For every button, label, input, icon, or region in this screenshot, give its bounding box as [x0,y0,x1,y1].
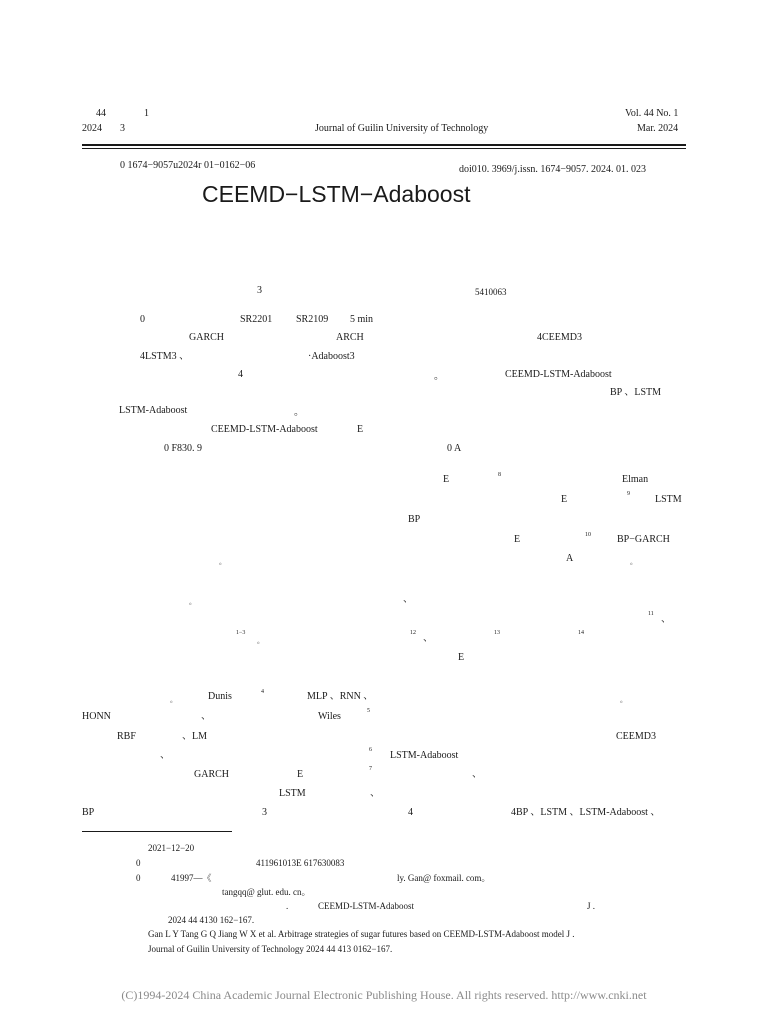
body-text: 。 [189,598,196,606]
body-text: Elman [622,474,649,485]
citation-ref: 14 [578,630,584,636]
author-mark: 3 [257,285,262,296]
body-text: 、 [201,711,211,722]
body-text: 4 [408,807,413,818]
body-text: 。 [219,558,226,566]
author-info: 41997—《 [171,873,212,883]
body-text: 、 [661,614,671,625]
body-text: E [443,474,450,485]
citation-cn: . [286,901,289,911]
abstract-text: 4CEEMD3 [537,332,582,343]
author-info-mark: 0 [136,873,141,883]
document-code: 0 A [447,443,462,454]
citation-ref: 6 [369,747,372,753]
body-text: 。 [620,696,627,704]
body-text: 、LM [182,731,207,742]
citation-ref: 13 [494,630,500,636]
body-text: E [561,494,568,505]
body-text: E [458,652,465,663]
citation-cn: J . [587,901,596,911]
issue-number-cn: 1 [144,108,149,119]
doi: doi010. 3969/j.issn. 1674−9057. 2024. 01. 023 [459,164,647,175]
citation-ref: 11 [648,611,654,617]
body-text: LSTM [279,788,306,799]
abstract-text: 。 [294,407,304,418]
author-email: ly. Gan@ foxmail. com。 [397,873,491,883]
header-rule [82,144,686,146]
keywords-text: CEEMD-LSTM-Adaboost [211,424,318,435]
footnote-rule [82,831,232,832]
body-text: HONN [82,711,111,722]
body-text: 。 [257,637,264,645]
body-text: 、 [472,769,482,780]
abstract-text: 0 [140,314,145,325]
body-text: Dunis [208,691,232,702]
journal-name-en: Journal of Guilin University of Technology [315,123,489,134]
body-text: MLP 、RNN 、 [307,691,374,702]
abstract-text: SR2109 [296,314,329,325]
abstract-text: ARCH [336,332,364,343]
volume-number-cn: 44 [96,108,106,119]
copyright-footer: (C)1994-2024 China Academic Journal Electronic Publishing House. All rights reserved. http://www.cnki.net [121,988,647,1002]
body-text: 、 [423,633,433,644]
body-text: BP−GARCH [617,534,670,545]
citation-cn: CEEMD-LSTM-Adaboost [318,901,414,911]
header-rule-thin [82,148,686,149]
citation-ref: 10 [585,532,591,538]
body-text: 4BP 、LSTM 、LSTM-Adaboost 、 [511,807,661,818]
citation-en: Journal of Guilin University of Technology 2024 44 413 0162−167. [148,944,393,954]
citation-ref: 7 [369,766,372,772]
body-text: E [297,769,304,780]
citation-ref: 4 [261,689,264,695]
body-text: 、 [403,594,413,605]
body-text: LSTM-Adaboost [390,750,459,761]
citation-cn: 2024 44 4130 162−167. [168,915,255,925]
postcode: 5410063 [475,287,507,297]
corresponding-email: tangqq@ glut. edu. cn。 [222,887,311,897]
body-text: GARCH [194,769,230,780]
body-text: BP [82,807,95,818]
body-text: 、 [160,750,170,761]
citation-ref: 8 [498,472,501,478]
citation-ref: 12 [410,630,416,636]
citation-ref: 5 [367,708,370,714]
citation-ref: 1−3 [236,630,246,636]
body-text: CEEMD3 [616,731,656,742]
abstract-text: 4 [238,369,243,380]
article-number: 0 1674−9057u2024r 01−0162−06 [120,160,256,171]
month-cn: 3 [120,123,125,134]
abstract-text: SR2201 [240,314,273,325]
keywords-text: E [357,424,364,435]
body-text: LSTM [655,494,682,505]
body-text: E [514,534,521,545]
fund-mark: 0 [136,858,141,868]
abstract-text: 。 [434,371,444,382]
classification-number: 0 F830. 9 [164,443,203,454]
body-text: 。 [630,558,637,566]
body-text: BP [408,514,421,525]
body-text: 、 [370,788,380,799]
abstract-text: GARCH [189,332,225,343]
abstract-text: LSTM-Adaboost [119,405,188,416]
abstract-text: 5 min [350,314,374,325]
citation-ref: 9 [627,491,630,497]
abstract-text: 4LSTM3 、 [140,351,190,362]
received-date: 2021−12−20 [148,843,195,853]
abstract-text: ·Adaboost3 [308,351,355,362]
body-text: 3 [262,807,267,818]
abstract-text: CEEMD-LSTM-Adaboost [505,369,612,380]
body-text: Wiles [318,711,341,722]
body-text: 。 [170,696,177,704]
citation-en: Gan L Y Tang G Q Jiang W X et al. Arbitrage strategies of sugar futures based on CEEMD-LSTM-Adaboost model J . [148,929,575,939]
year-cn: 2024 [82,123,102,134]
paper-title: CEEMD−LSTM−Adaboost [202,181,471,207]
body-text: RBF [117,731,136,742]
volume-issue-en: Vol. 44 No. 1 [625,108,679,119]
date-en: Mar. 2024 [637,123,679,134]
fund-number: 411961013E 617630083 [256,858,345,868]
body-text: A [566,553,574,564]
abstract-text: BP 、LSTM [610,387,662,398]
